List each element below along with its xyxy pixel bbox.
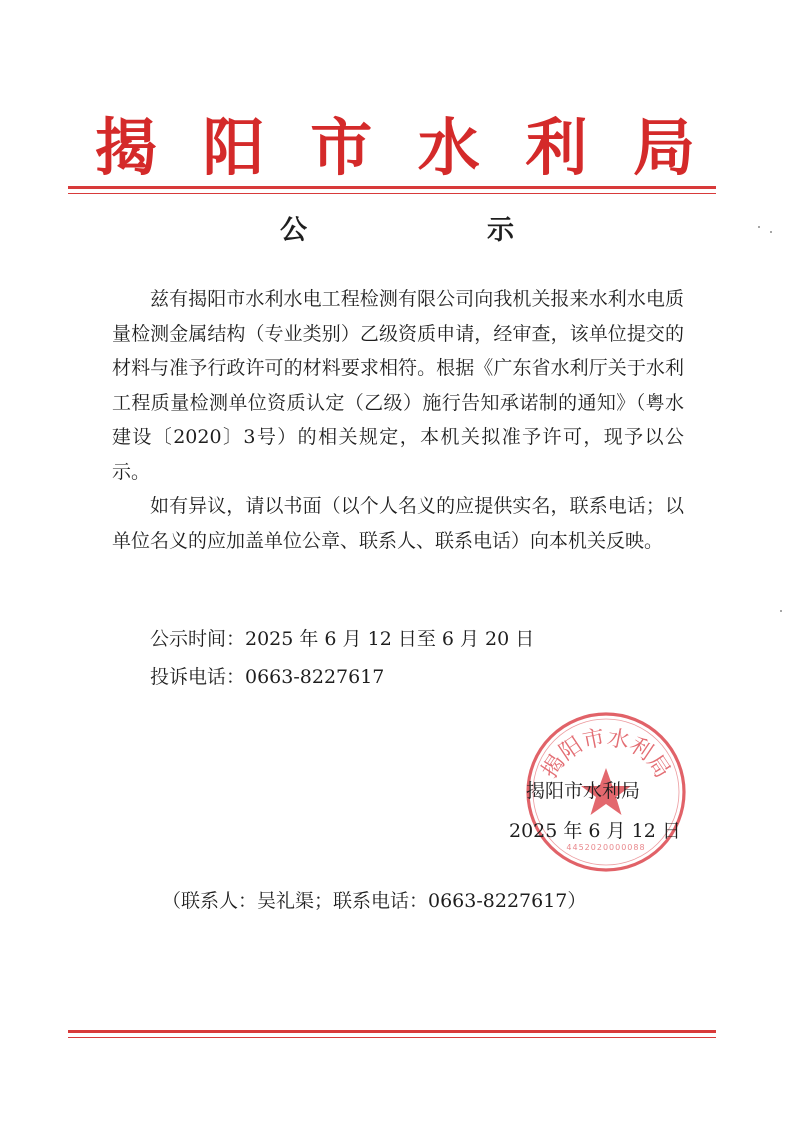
seal-serial: 4452020000088 bbox=[566, 843, 646, 852]
scan-speck bbox=[780, 610, 782, 612]
notice-body bbox=[112, 282, 684, 558]
footer-rule-thin bbox=[68, 1037, 716, 1038]
masthead-char: 局 bbox=[632, 111, 695, 184]
issuing-authority: 揭阳市水利局 bbox=[526, 780, 641, 802]
masthead-char: 市 bbox=[310, 111, 373, 184]
masthead-char: 水 bbox=[417, 111, 480, 184]
title-char: 公 bbox=[280, 214, 307, 246]
body-paragraph: 兹有揭阳市水利水电工程检测有限公司向我机关报来水利水电质量检测金属结构（专业类别）乙级资质申请，经审查，该单位提交的材料与准予行政许可的材料要求相符。根据《广东省水利厅关于水利工程质量检测单位资质认定（乙级）施行告知承诺制的通知》（粤水建设〔2020〕3号）的相关规定，本机关拟准予许可，现予以公示。 bbox=[112, 288, 684, 483]
contact-info: （联系人：吴礼渠；联系电话：0663-8227617） bbox=[162, 890, 587, 912]
masthead-char: 阳 bbox=[202, 111, 265, 184]
masthead-char: 利 bbox=[525, 111, 588, 184]
document-title bbox=[280, 204, 514, 250]
masthead-title bbox=[95, 108, 695, 188]
complaint-phone: 投诉电话：0663-8227617 bbox=[150, 666, 385, 688]
body-paragraph: 如有异议，请以书面（以个人名义的应提供实名，联系电话；以单位名义的应加盖单位公章、联系人、联系电话）向本机关反映。 bbox=[112, 495, 684, 552]
notice-period: 公示时间：2025 年 6 月 12 日至 6 月 20 日 bbox=[150, 628, 535, 650]
seal-text: 揭阳市水利局 bbox=[537, 725, 675, 783]
title-char: 示 bbox=[487, 214, 514, 246]
scan-speck bbox=[770, 231, 772, 233]
scan-speck bbox=[758, 226, 760, 228]
issue-date: 2025 年 6 月 12 日 bbox=[509, 820, 681, 842]
masthead-rule-thick bbox=[68, 186, 716, 189]
footer-rule-thick bbox=[68, 1030, 716, 1033]
masthead-rule-thin bbox=[68, 193, 716, 194]
masthead-char: 揭 bbox=[95, 111, 158, 184]
